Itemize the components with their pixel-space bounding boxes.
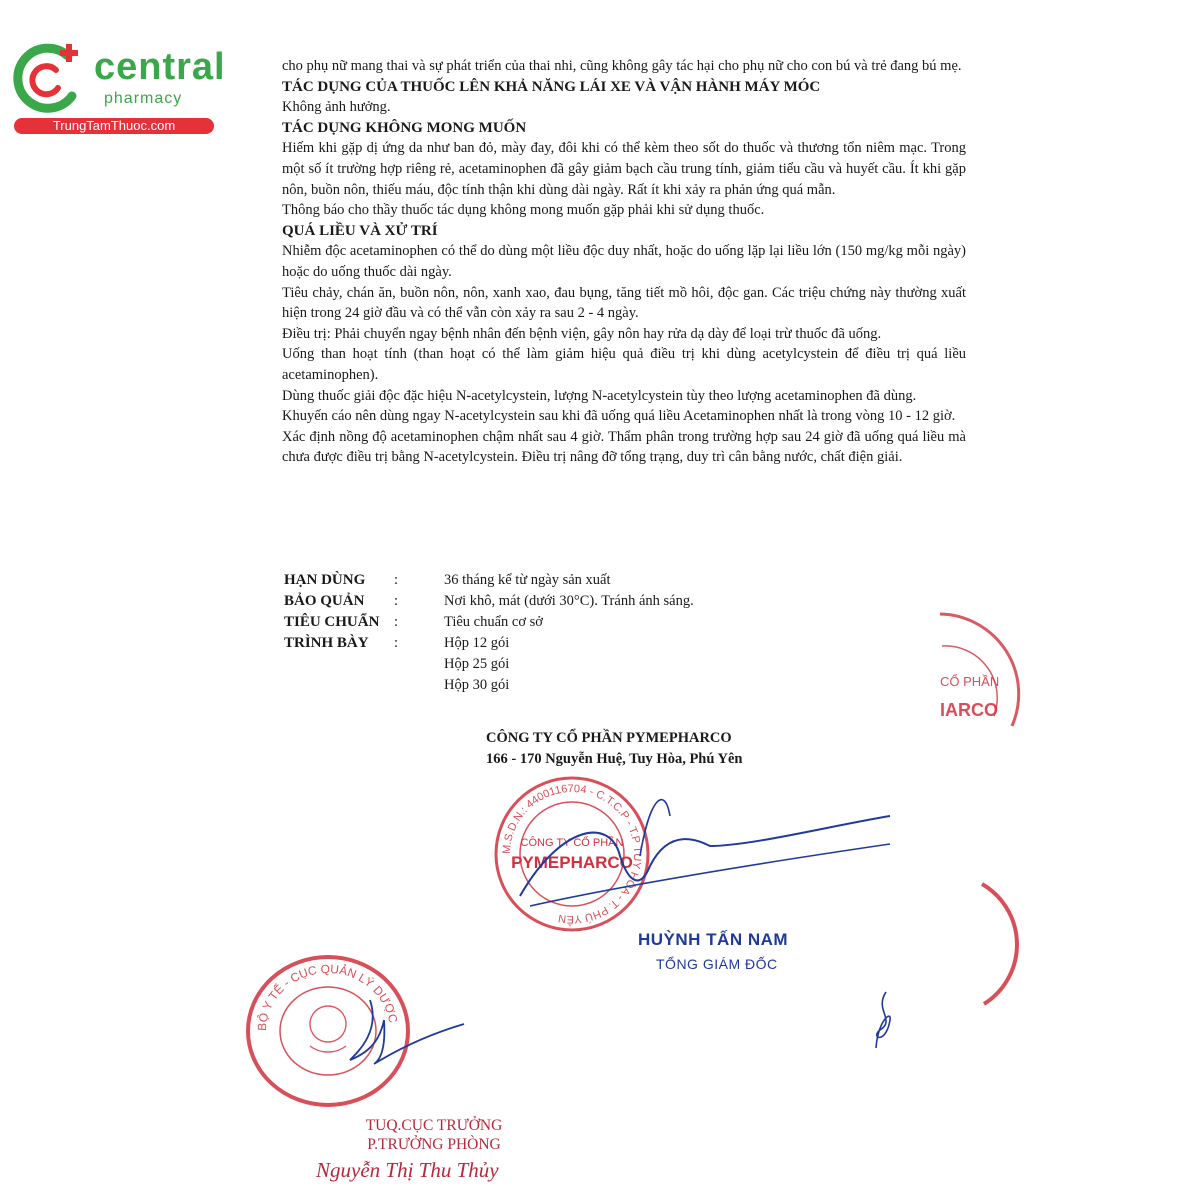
paragraph: Nhiễm độc acetaminophen có thể do dùng một liều độc duy nhất, hoặc do uống lặp lại liều lớn (150 mg/kg mỗi ngày) hoặc do uống thuốc dài ngày.: [282, 243, 966, 280]
stamp-company-name: PYMEPHARCO: [511, 853, 633, 872]
svg-text:IARCO: IARCO: [940, 700, 998, 720]
director-title: TỔNG GIÁM ĐỐC: [656, 956, 778, 972]
pharmacy-logo[interactable]: [10, 38, 226, 138]
paragraph: Điều trị: Phải chuyển ngay bệnh nhân đến bệnh viện, gây nôn hay rửa dạ dày để loại trừ thuốc đã uống.: [282, 325, 882, 342]
initial-signature: [866, 990, 906, 1050]
paragraph: cho phụ nữ mang thai và sự phát triển của thai nhi, cũng không gây tác hại cho phụ nữ cho con bú và trẻ đang bú mẹ.: [282, 58, 962, 74]
stamp-edge-arc: [972, 880, 1032, 1010]
logo-name: central: [94, 46, 226, 88]
spec-value: Nơi khô, mát (dưới 30°C). Tránh ánh sáng.: [444, 593, 694, 609]
spec-table: [284, 570, 694, 696]
spec-row-storage: [284, 591, 694, 612]
authority-name: Nguyễn Thị Thu Thủy: [316, 1158, 499, 1182]
spec-label: TIÊU CHUẨN: [284, 614, 380, 630]
paragraph: Thông báo cho thầy thuốc tác dụng không mong muốn gặp phải khi sử dụng thuốc.: [282, 202, 765, 219]
paragraph: Không ảnh hưởng.: [282, 99, 391, 116]
authority-line: P.TRƯỞNG PHÒNG: [367, 1136, 501, 1153]
logo-website[interactable]: TrungTamThuoc.com: [14, 118, 214, 134]
paragraph: Tiêu chảy, chán ăn, buồn nôn, nôn, xanh xao, đau bụng, tăng tiết mồ hôi, độc gan. Các triệu chứng này thường xuất hiện trong 24 giờ đầu và có thể vẫn còn xảy ra sau 2 - 4 ngày.: [282, 284, 966, 322]
ministry-signature: [340, 990, 470, 1070]
director-signature: [500, 786, 900, 916]
spec-label: TRÌNH BÀY: [284, 635, 369, 651]
company-stamp-partial: [920, 606, 1030, 776]
paragraph: Uống than hoạt tính (than hoạt có thể làm giảm hiệu quả điều trị khi dùng acetylcystein để điều trị quá liều acetaminophen).: [282, 346, 966, 383]
stamp-inner-text: CÔNG TY CỔ PHẦN: [520, 837, 624, 849]
spec-row-standard: [284, 612, 694, 633]
paragraph: Dùng thuốc giải độc đặc hiệu N-acetylcystein, lượng N-acetylcystein tùy theo lượng acetaminophen đã dùng.: [282, 387, 917, 404]
spec-colon: :: [394, 572, 399, 588]
spec-value: Tiêu chuẩn cơ sở: [444, 614, 543, 630]
spec-label: BẢO QUẢN: [284, 593, 365, 609]
spec-colon: :: [394, 593, 399, 609]
spec-label: HẠN DÙNG: [284, 572, 366, 588]
logo-subtitle: pharmacy: [104, 90, 183, 107]
director-name: HUỲNH TẤN NAM: [638, 930, 789, 949]
spec-value: Hộp 25 gói: [444, 656, 510, 672]
paragraph: Hiếm khi gặp dị ứng da như ban đỏ, mày đay, đôi khi có thể kèm theo sốt do thuốc và thương tổn niêm mạc. Trong một số ít trường hợp riêng rẻ, acetaminophen đã gây giảm bạch cầu trung tính, giảm tiểu cầu và huyết cầu. Ít khi gặp nôn, buồn nôn, thiếu máu, độc tính thận khi dùng dài ngày. Rất ít khi xảy ra phản ứng quá mẫn.: [282, 140, 966, 198]
paragraph: Khuyến cáo nên dùng ngay N-acetylcystein sau khi đã uống quá liều Acetaminophen nhất là trong vòng 10 - 12 giờ.: [282, 408, 956, 425]
section-heading-driving: TÁC DỤNG CỦA THUỐC LÊN KHẢ NĂNG LÁI XE VÀ VẬN HÀNH MÁY MÓC: [282, 78, 821, 95]
section-heading-overdose: QUÁ LIỀU VÀ XỬ TRÍ: [282, 222, 438, 239]
paragraph: Xác định nồng độ acetaminophen chậm nhất sau 4 giờ. Thẩm phân trong trường hợp sau 24 giờ đã uống quá liều mà chưa được điều trị bằng N-acetylcystein. Điều trị nâng đỡ tổng trạng, duy trì cân bằng nước, chất điện giải.: [282, 428, 966, 466]
spec-colon: :: [394, 614, 399, 630]
spec-row-packaging: [284, 633, 694, 696]
svg-text:CỔ PHẦN: CỔ PHẦN: [940, 674, 1000, 689]
section-heading-side-effects: TÁC DỤNG KHÔNG MONG MUỐN: [282, 119, 527, 136]
stamp-ring-text: M.S.D.N.: 4400116704 - C.T.C.P - T.P TUY HÒA - T. PHÚ YÊN: [500, 782, 644, 926]
authority-block: [344, 1116, 524, 1154]
pharmacy-logo-icon: [10, 38, 90, 118]
spec-colon: :: [394, 635, 399, 651]
spec-value: Hộp 12 gói: [444, 635, 510, 651]
authority-line: TUQ.CỤC TRƯỞNG: [365, 1117, 503, 1134]
document-body: [282, 56, 966, 468]
spec-row-shelf-life: [284, 570, 694, 591]
ministry-stamp-text: BỘ Y TẾ - CỤC QUẢN LÝ DƯỢC: [254, 961, 401, 1032]
spec-value: 36 tháng kể từ ngày sản xuất: [444, 572, 611, 588]
company-address: 166 - 170 Nguyễn Huệ, Tuy Hòa, Phú Yên: [486, 751, 743, 767]
spec-value: Hộp 30 gói: [444, 677, 510, 693]
company-block: [486, 728, 786, 770]
company-name: CÔNG TY CỔ PHẦN PYMEPHARCO: [486, 730, 732, 746]
